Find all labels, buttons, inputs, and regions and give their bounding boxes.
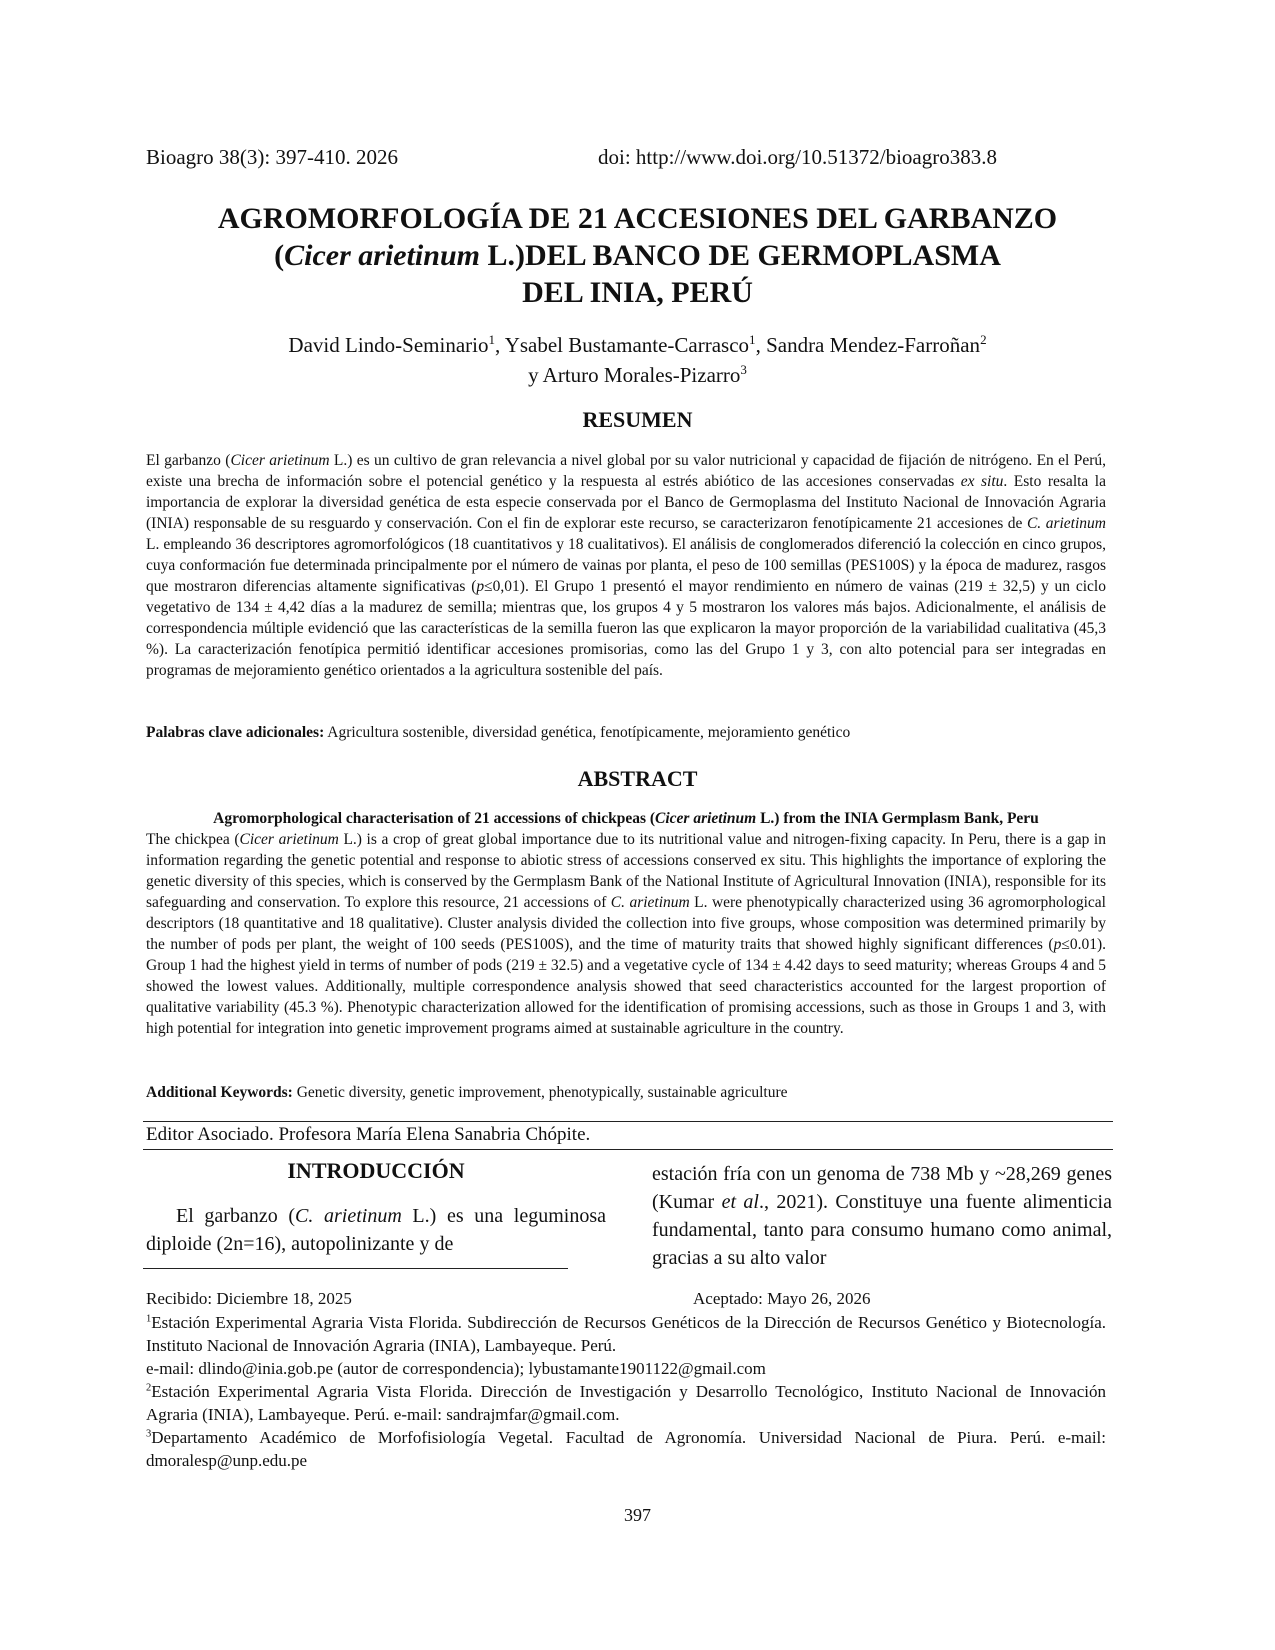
affiliation-1-email[interactable]: e-mail: dlindo@inia.gob.pe (autor de correspondencia); lybustamante1901122@gmail.com bbox=[146, 1359, 766, 1378]
doi-link[interactable]: doi: http://www.doi.org/10.51372/bioagro383.8 bbox=[598, 145, 997, 169]
abstract-subtitle: Agromorphological characterisation of 21 accessions of chickpeas (Cicer arietinum L.) from the INIA Germplasm Bank, Peru bbox=[213, 810, 1039, 827]
intro-right-column: estación fría con un genoma de 738 Mb y ~28,269 genes (Kumar et al., 2021). Constituye una fuente alimenticia fundamental, tanto para consumo humano como animal, gracias a su alto valor bbox=[652, 1163, 1112, 1269]
abstract-body: The chickpea (Cicer arietinum L.) is a crop of great global importance due to its nutritional value and nitrogen-fixing capacity. In Peru, there is a gap in information regarding the genetic potential and response to abiotic stress of accessions conserved ex situ. This highlights the importance of exploring the genetic diversity of this species, which is conserved by the Germplasm Bank of the National Institute of Agricultural Innovation (INIA), responsible for its safeguarding and conservation. To explore this resource, 21 accessions of C. arietinum L. were phenotypically characterized using 36 agromorphological descriptors (18 quantitative and 18 qualitative). Cluster analysis divided the collection into five groups, whose composition was determined primarily by the number of pods per plant, the weight of 100 seeds (PES100S), and the time of maturity traits that showed highly significant differences (p≤0.01). Group 1 had the highest yield in terms of number of pods (219 ± 32.5) and a vegetative cycle of 134 ± 4.42 days to seed maturity; whereas Groups 4 and 5 showed the lowest values. Additionally, multiple correspondence analysis showed that seed characteristics accounted for the largest proportion of qualitative variability (45.3 %). Phenotypic characterization allowed for the identification of promising accessions, such as those in Groups 1 and 3, with high potential for integration into genetic improvement programs aimed at sustainable agriculture in the country. bbox=[146, 831, 1106, 1037]
received-date: Recibido: Diciembre 18, 2025 bbox=[146, 1289, 352, 1308]
resumen-keywords: Palabras clave adicionales: Agricultura sostenible, diversidad genética, fenotípicamente, mejoramiento genético bbox=[146, 724, 851, 741]
intro-heading: INTRODUCCIÓN bbox=[287, 1158, 465, 1183]
accepted-date: Aceptado: Mayo 26, 2026 bbox=[693, 1289, 871, 1308]
author-list: David Lindo-Seminario$^1$, Ysabel Bustamante-Carrasco$^1$, Sandra Mendez-Farroñan$^2$ y Arturo Morales-Pizarro$^3$ bbox=[288, 332, 987, 387]
abstract-heading: ABSTRACT bbox=[577, 766, 698, 791]
journal-citation: Bioagro 38(3): 397-410. 2026 bbox=[146, 145, 398, 169]
editor-rule-bottom bbox=[143, 1149, 1113, 1150]
intro-left-column: El garbanzo (C. arietinum L.) es una leguminosa diploide (2n=16), autopolinizante y de bbox=[146, 1205, 606, 1255]
editor-rule-top bbox=[143, 1121, 1113, 1122]
title-line-1: AGROMORFOLOGÍA DE 21 ACCESIONES DEL GARBANZO bbox=[217, 202, 1058, 235]
page-number: 397 bbox=[624, 1505, 651, 1525]
affiliation-1: $^1$Estación Experimental Agraria Vista Florida. Subdirección de Recursos Genéticos de la Dirección de Recursos Genético y Biotecnología. Instituto Nacional de Innovación Agraria (INIA), Lambayeque. Perú. e-mail: dlindo@inia.gob.pe (autor de correspondencia); lybustamante1901122@gmail.com $^2$Estación Experimental Agraria Vista Florida. Dirección de Investigación y Desarrollo Tecnológico, Instituto Nacional de Innovación Agraria (INIA), Lambayeque. Perú. e-mail: sandrajmfar@gmail.com. $^3$Departamento Académico de Morfofisiología Vegetal. Facultad de Agronomía. Universidad Nacional de Piura. Perú. e-mail: dmoralesp@unp.edu.pe bbox=[146, 1313, 1106, 1470]
footnote-separator bbox=[143, 1268, 568, 1269]
paper-title bbox=[120, 200, 1155, 311]
associate-editor: Editor Asociado. Profesora María Elena Sanabria Chópite. bbox=[146, 1124, 591, 1145]
resumen-heading: RESUMEN bbox=[582, 407, 693, 432]
title-line-2: (Cicer arietinum L.)DEL BANCO DE GERMOPLASMA bbox=[274, 239, 1001, 272]
title-line-3: DEL INIA, PERÚ bbox=[522, 276, 753, 309]
resumen-body: El garbanzo (Cicer arietinum L.) es un cultivo de gran relevancia a nivel global por su valor nutricional y capacidad de fijación de nitrógeno. En el Perú, existe una brecha de información sobre el potencial genético y la respuesta al estrés abiótico de las accesiones conservadas ex situ. Esto resalta la importancia de explorar la diversidad genética de esta especie conservada por el Banco de Germoplasma del Instituto Nacional de Innovación Agraria (INIA) responsable de su resguardo y conservación. Con el fin de explorar este recurso, se caracterizaron fenotípicamente 21 accesiones de C. arietinum L. empleando 36 descriptores agromorfológicos (18 cuantitativos y 18 cualitativos). El análisis de conglomerados diferenció la colección en cinco grupos, cuya conformación fue determinada principalmente por el número de vainas por planta, el peso de 100 semillas (PES100S) y la época de madurez, rasgos que mostraron diferencias altamente significativas (p≤0,01). El Grupo 1 presentó el mayor rendimiento en número de vainas (219 ± 32,5) y un ciclo vegetativo de 134 ± 4,42 días a la madurez de semilla; mientras que, los grupos 4 y 5 mostraron los valores más bajos. Adicionalmente, el análisis de correspondencia múltiple evidenció que las características de la semilla fueron las que explicaron la mayor proporción de la variabilidad cualitativa (45,3 %). La caracterización fenotípica permitió identificar accesiones promisorias, como las del Grupo 1 y 3, con alto potencial para ser integradas en programas de mejoramiento genético orientados a la agricultura sostenible del país. bbox=[146, 452, 1106, 679]
abstract-keywords: Additional Keywords: Genetic diversity, genetic improvement, phenotypically, sustainable agriculture bbox=[146, 1084, 788, 1101]
